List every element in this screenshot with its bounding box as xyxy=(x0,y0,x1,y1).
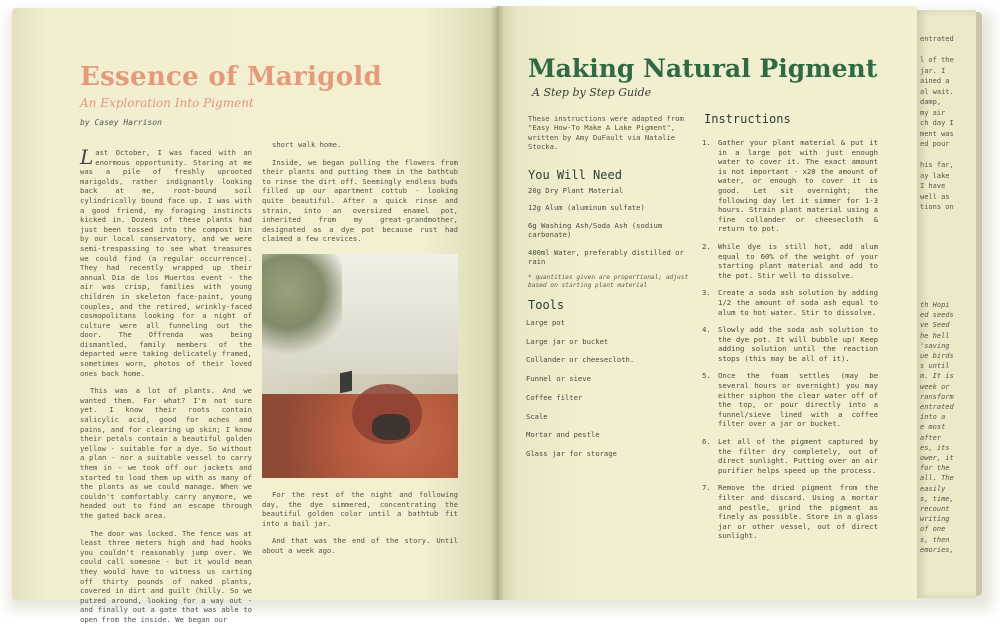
instruction-step: 7. Remove the dried pigment from the filter and discard. Using a mortar and pestle, grind the pigment as finely as possible. Store in a glass jar or other vessel, out of direct sunlight. xyxy=(702,483,878,541)
underlying-line: tions on xyxy=(920,203,954,211)
guide-title: Making Natural Pigment xyxy=(528,54,878,83)
underlying-line: ower, it xyxy=(920,454,954,463)
underlying-line: I have xyxy=(920,182,946,190)
underlying-line: emories, xyxy=(920,545,954,554)
underlying-line: ransform xyxy=(920,392,954,401)
paragraph: short walk home. xyxy=(272,140,342,149)
underlying-line: into a xyxy=(920,413,946,422)
underlying-line xyxy=(920,45,976,56)
underlying-line: well as xyxy=(920,192,950,201)
list-item: Funnel or sieve xyxy=(526,374,591,384)
underlying-line: s until xyxy=(920,362,950,371)
underlying-line: his far, xyxy=(920,161,954,169)
underlying-line: ch day I xyxy=(920,119,954,127)
list-item: Mortar and pestle xyxy=(526,430,600,440)
paragraph: And that was the end of the story. Until about a week ago. xyxy=(262,536,458,555)
underlying-line: easily xyxy=(920,484,946,493)
underlying-line: s, time, xyxy=(920,494,954,503)
underlying-line: for the xyxy=(920,464,950,473)
underlying-line: th Hopi xyxy=(920,301,950,309)
guide-intro: These instructions were adapted from "Easy How-To Make A Lake Pigment", written by Amy DuFault via Natalie Stocka. xyxy=(528,114,684,152)
you-will-need-heading: You Will Need xyxy=(528,168,622,182)
underlying-line: entrated xyxy=(920,35,954,43)
underlying-line: he hell xyxy=(920,331,950,340)
book-gutter xyxy=(490,6,504,600)
paragraph: ast October, I was faced with an enormous opportunity. Staring at me was a pile of freshly uprooted marigolds, rather indignantly looking back at me, root-bound soil cylindrically bound face up. I was with a good friend, my foraging instincts kicked in. Dozens of these plants had just been tossed into the compost bin by our local conservatory, and we were semi-trespassing to see what treasures we could find (a regular occurrence). They had recently wrapped up their annual Dia de los Muertos event - the air was crisp, families with young children in skeleton face-paint, young couples, and the retired, wrinkly-faced cosmopolitans looking for a night of culture were all funneling out the door. The Offrenda was being dismantled, family members of the departed were taking delicately framed, sometimes worn, photos of their loved ones back home. xyxy=(80,148,252,378)
article-subtitle: An Exploration Into Pigment xyxy=(80,96,254,110)
article-column-2-top xyxy=(262,140,458,252)
list-item: Large pot xyxy=(526,318,565,327)
underlying-line: ve Seed xyxy=(920,321,950,330)
underlying-text-top xyxy=(920,34,976,213)
paragraph: This was a lot of plants. And we wanted them. For what? I'm not sure yet. I know their roots contain salicylic acid, good for aches and pains, and for clearing up skin; I know their petals contain a beautiful golden yellow - suitable for a dye. So without a plan - nor a suitable vessel to carry them in - we took off our jackets and started to load them up with as many of the plants as we could manage. When we couldn't comfortably carry anymore, we headed out to find an escape through the gated back area. xyxy=(80,386,252,520)
underlying-line: ed seeds xyxy=(920,311,954,320)
tools-list xyxy=(526,318,696,468)
paragraph: Inside, we began pulling the flowers from their plants and putting them in the bathtub to rinse the dirt off. Seemingly endless buds filled up our apartment cottub - looking quite beautiful. After a quick rinse and strain, into an oversized enamel pot, inherited from my great-grandmother, designated as a dye pot because rust had claimed a few crevices. xyxy=(262,157,458,244)
quantities-note: * quantities given are proportional; adjust based on starting plant material xyxy=(528,274,689,290)
marigold-photo xyxy=(262,254,458,478)
underlying-line: of one xyxy=(920,525,946,534)
article-title: Essence of Marigold xyxy=(80,62,383,92)
underlying-line: recount xyxy=(920,505,950,514)
list-item: Large jar or bucket xyxy=(526,336,609,346)
list-item: 12g Alum (aluminum sulfate) xyxy=(528,203,645,213)
underlying-line: jar. I xyxy=(920,66,946,75)
underlying-line: l of the xyxy=(920,56,954,64)
underlying-line: ed pour xyxy=(920,140,950,148)
underlying-text-bottom xyxy=(920,300,976,555)
instruction-step: 6. Let all of the pigment captured by the filter dry completely, out of direct sunlight. Putting over an air purifier helps speed up the process. xyxy=(702,437,878,475)
article-byline: by Casey Harrison xyxy=(80,118,162,127)
underlying-line: m. It is xyxy=(920,372,954,381)
list-item: Coffee filter xyxy=(526,392,583,402)
article-column-1 xyxy=(80,145,252,633)
list-item: 400ml Water, preferably distilled or rain xyxy=(528,247,684,267)
drop-cap: L xyxy=(80,145,94,169)
paragraph: For the rest of the night and following day, the dye simmered, concentrating the beautiful golden color until a bathtub fit into a bail jar. xyxy=(262,490,458,528)
underlying-line: writing xyxy=(920,515,950,524)
instructions-list xyxy=(702,138,878,549)
instructions-heading: Instructions xyxy=(704,112,791,126)
underlying-line: e most xyxy=(920,423,946,432)
underlying-page xyxy=(915,10,976,598)
list-item: Glass jar for storage xyxy=(526,448,617,458)
article-column-2-bottom xyxy=(262,490,458,564)
instruction-step: 2. While dye is still hot, add alum equal to 60% of the weight of your starting plant material and add to the pot. Stir well to dissolve. xyxy=(702,241,878,280)
materials-list xyxy=(528,186,696,298)
paragraph: The door was locked. The fence was at least three meters high and had hooks you couldn't reasonably jump over. We could call someone - but it would mean they would have to witness us carting off thirty pounds of naked plants, covered in dirt and guilt (hilly. So we putzed around, looking for a way out - and finally out a gate that was able to open from the inside. We began our xyxy=(80,528,252,624)
list-item: 20g Dry Plant Material xyxy=(528,186,624,195)
underlying-line: al wait. xyxy=(920,87,954,96)
underlying-line: ue birds xyxy=(920,352,954,361)
instruction-step: 5. Once the foam settles (may be several hours or overnight) you may either siphon the clear water off of the top, or pour directly into a funnel/sieve lined with a coffee filter over a jar or bucket. xyxy=(702,371,878,429)
underlying-line: damp, xyxy=(920,98,942,106)
underlying-line: ay lake xyxy=(920,171,950,180)
list-item: Collander or cheesecloth. xyxy=(526,355,635,365)
instruction-step: 1. Gather your plant material & put it in a large pot with just enough water to cover it. The exact amount is not important - x20 the amount of water, or enough to cover it is good. Let sit overnight; the following day let it simmer for 1-3 hours. Strain plant material using a fine collander or cheesecloth & return to pot. xyxy=(702,138,878,234)
underlying-line: entrated xyxy=(920,403,954,412)
underlying-line: 'saving xyxy=(920,341,950,350)
underlying-line: week or xyxy=(920,382,950,391)
underlying-line: ment was xyxy=(920,129,954,138)
underlying-line: s, then xyxy=(920,535,950,544)
instruction-step: 3. Create a soda ash solution by adding 1/2 the amount of soda ash equal to alum to hot water. Stir to dissolve. xyxy=(702,288,878,317)
underlying-line: es, its xyxy=(920,443,950,452)
underlying-line xyxy=(920,150,976,161)
underlying-line: ained a xyxy=(920,77,950,85)
tools-heading: Tools xyxy=(528,298,565,312)
guide-subtitle: A Step by Step Guide xyxy=(532,86,652,99)
list-item: 6g Washing Ash/Soda Ash (sodium carbonate) xyxy=(528,220,663,240)
underlying-line: my air xyxy=(920,108,946,117)
instruction-step: 4. Slowly add the soda ash solution to the dye pot. It will bubble up! Keep adding solution until the reaction stops (this may be all of it). xyxy=(702,325,878,363)
list-item: Scale xyxy=(526,411,548,421)
underlying-line: all. The xyxy=(920,474,954,483)
underlying-line: after xyxy=(920,433,942,442)
